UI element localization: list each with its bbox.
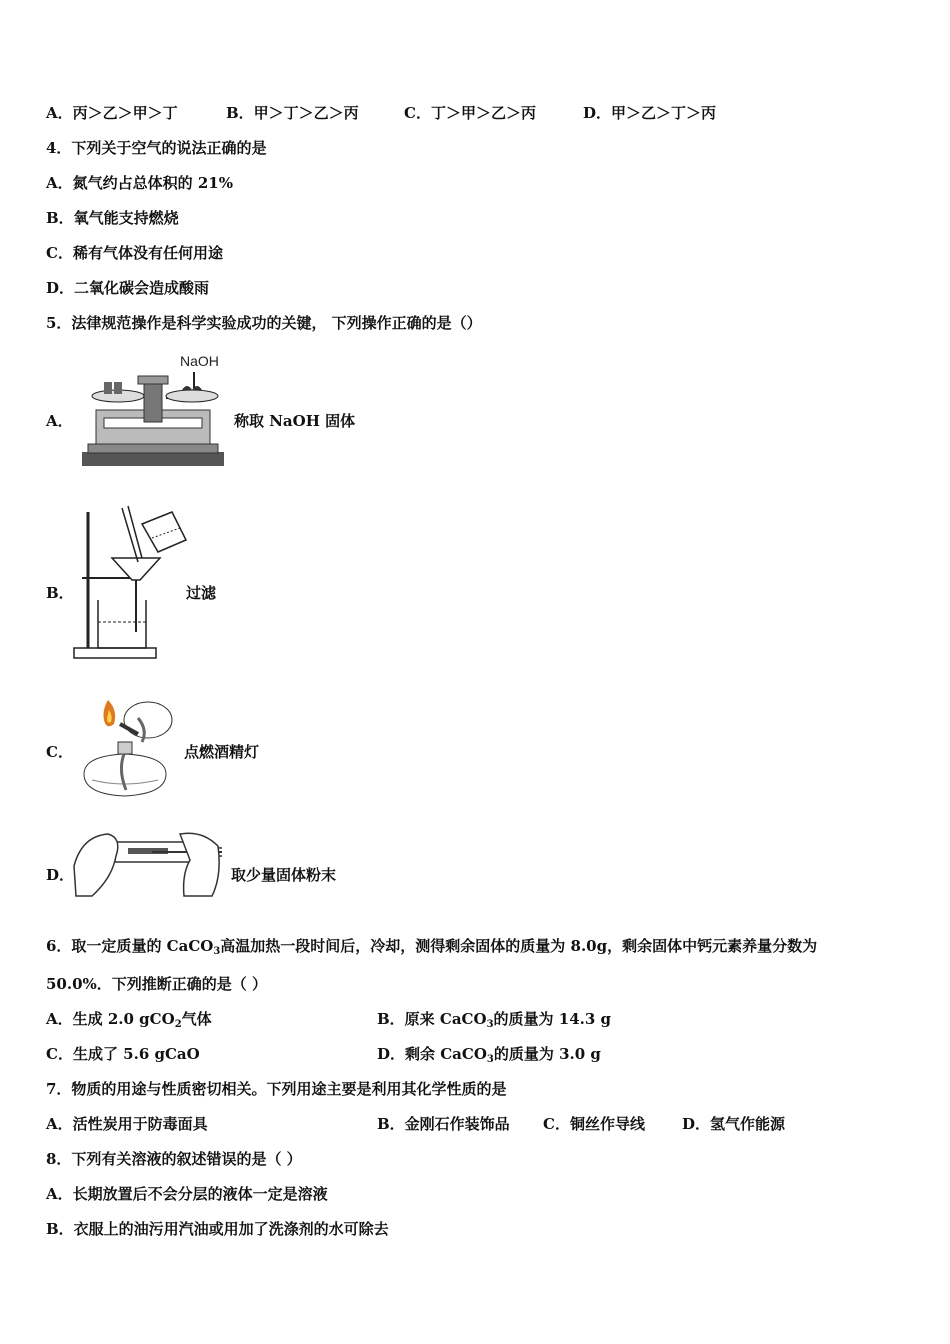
test-tube-figure (72, 826, 224, 902)
q7-option-b: B．金刚石作装饰品 (377, 1115, 510, 1133)
balance-figure (80, 348, 228, 470)
q8-option-a: A．长期放置后不会分层的液体一定是溶液 (46, 1185, 328, 1203)
q8-option-b: B．衣服上的油污用汽油或用加了洗涤剂的水可除去 (46, 1220, 389, 1238)
q5-option-d-letter: D． (46, 866, 75, 884)
q8-stem: 8．下列有关溶液的叙述错误的是（ ） (46, 1150, 302, 1168)
q3-option-c: C．丁＞甲＞乙＞丙 (404, 104, 536, 122)
q6-stem-line-2: 50.0%．下列推断正确的是（ ） (46, 975, 268, 993)
q7-option-a: A．活性炭用于防毒面具 (46, 1115, 208, 1133)
q7-option-d: D．氢气作能源 (682, 1115, 786, 1133)
q4-option-a: A．氮气约占总体积的 21% (46, 174, 233, 192)
q4-option-d: D．二氧化碳会造成酸雨 (46, 279, 210, 297)
q4-option-c: C．稀有气体没有任何用途 (46, 244, 223, 262)
q5-option-a-letter: A． (46, 412, 73, 430)
q4-stem: 4．下列关于空气的说法正确的是 (46, 139, 267, 157)
q5-option-c-label: 点燃酒精灯 (184, 743, 260, 761)
alcohol-lamp-figure (78, 690, 184, 802)
q5-option-c-letter: C． (46, 743, 73, 761)
q6-option-d: D．剩余 CaCO$_3$的质量为 3.0 g (377, 1045, 601, 1065)
q6-option-b: B．原来 CaCO$_3$的质量为 14.3 g (377, 1010, 612, 1030)
q6-option-a: A．生成 2.0 gCO$_2$气体 (46, 1010, 212, 1030)
q5-option-d-label: 取少量固体粉末 (231, 866, 337, 884)
q6-stem-line-1: 6．取一定质量的 CaCO$_3$高温加热一段时间后，冷却，测得剩余固体的质量为 8.0g，剩余固体中钙元素养量分数为 (46, 937, 818, 957)
q3-option-d: D．甲＞乙＞丁＞丙 (583, 104, 717, 122)
q5-option-b-label: 过滤 (186, 584, 217, 602)
q3-option-a: A．丙＞乙＞甲＞丁 (46, 104, 178, 122)
q7-option-c: C．铜丝作导线 (543, 1115, 645, 1133)
q7-stem: 7．物质的用途与性质密切相关。下列用途主要是利用其化学性质的是 (46, 1080, 507, 1098)
q3-option-b: B．甲＞丁＞乙＞丙 (226, 104, 359, 122)
q4-option-b: B．氧气能支持燃烧 (46, 209, 179, 227)
naoh-label: NaOH (180, 353, 219, 369)
q6-option-c: C．生成了 5.6 gCaO (46, 1045, 200, 1063)
q5-option-b-letter: B． (46, 584, 74, 602)
q5-stem: 5．法律规范操作是科学实验成功的关键， 下列操作正确的是（） (46, 314, 482, 332)
q5-option-a-label: 称取 NaOH 固体 (234, 412, 356, 430)
filtration-figure (72, 504, 190, 662)
